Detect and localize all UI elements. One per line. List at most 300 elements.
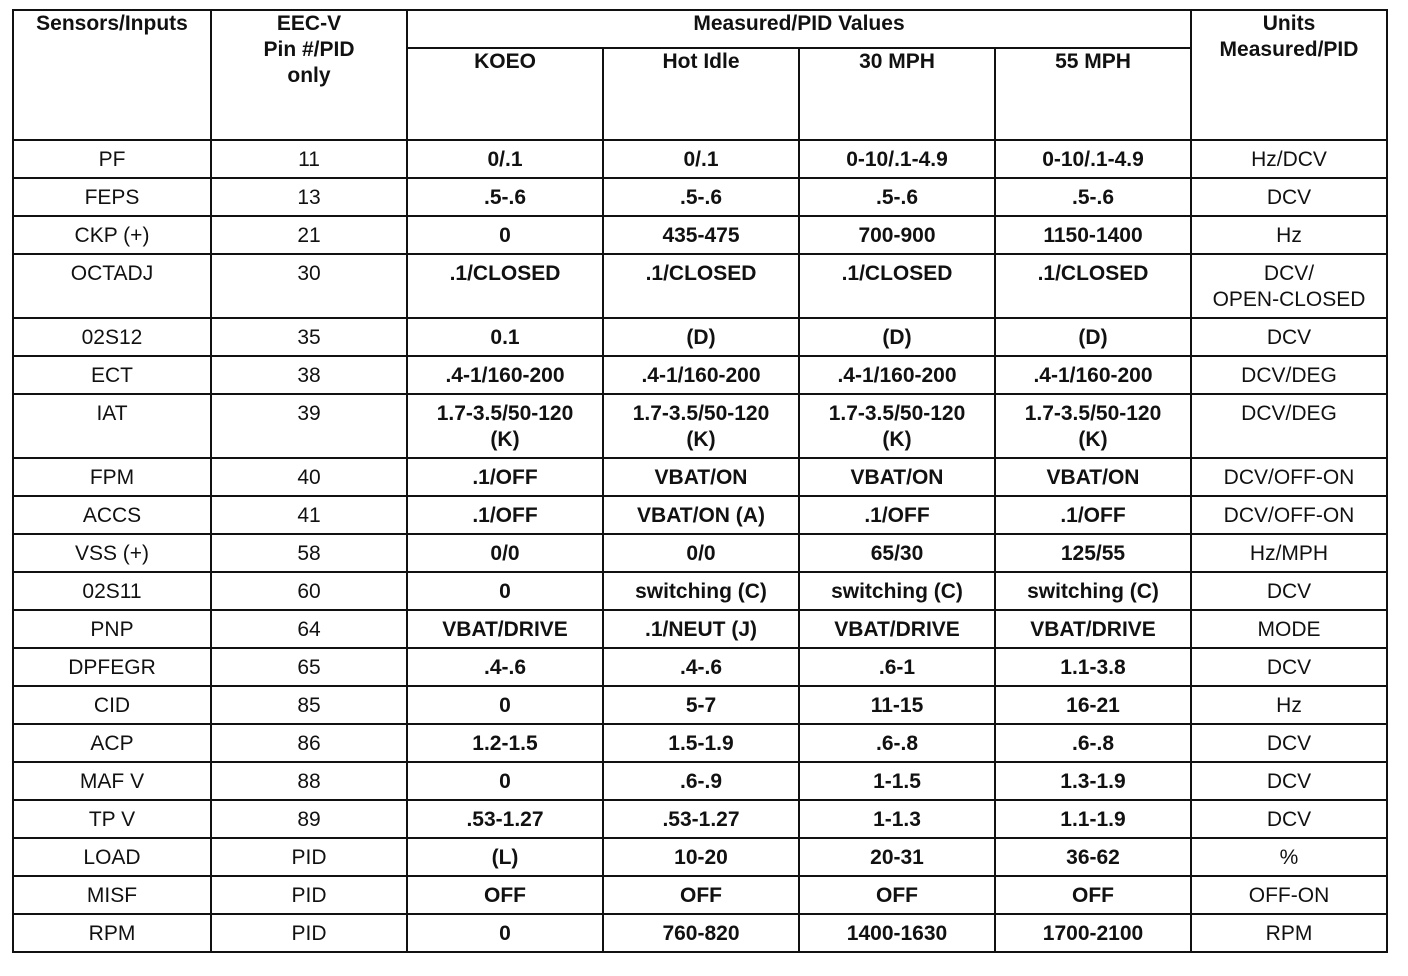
koeo-cell [407,356,603,394]
pin-cell [211,838,407,876]
pin-cell [211,534,407,572]
sensor-cell [13,534,211,572]
koeo-cell-text: 0 [499,224,511,247]
units-cell-text: Hz/MPH [1249,542,1329,565]
sensor-cell-text: MISF [86,884,138,907]
header-pin-line1: EEC-V [276,12,342,35]
mph55-cell [995,610,1191,648]
mph30-cell-text: .1/CLOSED [841,262,953,285]
mph55-cell-text: .1/CLOSED [1037,262,1149,285]
units-cell-text: DCV [1266,186,1312,209]
mph30-cell-text: OFF [876,884,918,907]
hot-idle-cell [603,572,799,610]
mph55-cell [995,838,1191,876]
units-cell-text: Hz/DCV [1251,148,1327,171]
mph30-cell-text: .6-.8 [875,732,919,755]
table-row [13,496,1387,534]
pin-cell [211,914,407,952]
koeo-cell [407,178,603,216]
hot-idle-cell [603,394,799,458]
sensor-cell-text: MAF V [79,770,145,793]
mph55-cell [995,140,1191,178]
hot-idle-cell [603,140,799,178]
hot-idle-cell [603,216,799,254]
units-cell [1191,648,1387,686]
pin-cell-text: 39 [297,402,321,425]
pin-cell-text: 41 [297,504,321,527]
sensor-cell [13,762,211,800]
units-cell-text: DCV [1266,770,1312,793]
table-row [13,216,1387,254]
units-cell-text: RPM [1265,922,1313,945]
table-row [13,394,1387,458]
hot-idle-cell-text: .1/NEUT (J) [644,618,757,641]
sensor-cell [13,254,211,318]
pin-cell-text: 85 [297,694,321,717]
koeo-cell-text-line2: (K) [490,428,520,451]
koeo-cell [407,496,603,534]
sensor-cell-text: 02S12 [81,326,143,349]
table-row [13,572,1387,610]
units-cell [1191,572,1387,610]
mph55-cell-text: 16-21 [1066,694,1120,717]
hot-idle-cell-text: 0/0 [686,542,716,565]
mph55-cell-text: .5-.6 [1071,186,1115,209]
mph30-cell [799,496,995,534]
mph55-cell-text: 1.7-3.5/50-120 [1024,402,1162,425]
hot-idle-cell-text: 1.5-1.9 [668,732,734,755]
header-units-line2: Measured/PID [1219,38,1359,61]
units-cell-text: DCV/ [1263,262,1315,285]
hot-idle-cell-text: (D) [686,326,716,349]
header-sensors: Sensors/Inputs [13,10,211,140]
pin-cell-text: 86 [297,732,321,755]
pin-cell-text: 64 [297,618,321,641]
sensor-cell [13,140,211,178]
pin-cell [211,458,407,496]
units-cell-text: DCV/DEG [1241,364,1337,387]
units-cell [1191,838,1387,876]
sensor-cell [13,458,211,496]
sensor-cell [13,648,211,686]
pin-cell [211,876,407,914]
koeo-cell [407,914,603,952]
pin-cell-text: PID [291,922,327,945]
table-row [13,610,1387,648]
mph30-cell-text: 700-900 [858,224,936,247]
pin-cell-text: 88 [297,770,321,793]
mph30-cell [799,724,995,762]
hot-idle-cell-text: .4-1/160-200 [641,364,761,387]
mph30-cell [799,838,995,876]
sensor-cell [13,876,211,914]
hot-idle-cell [603,876,799,914]
sensor-cell-text: TP V [88,808,136,831]
mph30-cell [799,178,995,216]
koeo-cell-text: 0 [499,580,511,603]
sensor-cell [13,914,211,952]
table-row [13,914,1387,952]
hot-idle-cell [603,178,799,216]
mph55-cell [995,318,1191,356]
header-units [1191,10,1387,140]
mph30-cell-text: VBAT/DRIVE [834,618,960,641]
hot-idle-cell [603,686,799,724]
koeo-cell [407,762,603,800]
hot-idle-cell-text: 435-475 [662,224,740,247]
table-row [13,838,1387,876]
mph55-cell-text: 0-10/.1-4.9 [1042,148,1144,171]
mph30-cell [799,648,995,686]
mph30-cell-text: .6-1 [878,656,916,679]
mph55-cell [995,914,1191,952]
table-row [13,458,1387,496]
koeo-cell-text: .5-.6 [483,186,527,209]
units-cell-text-line2: OPEN-CLOSED [1212,288,1366,311]
mph55-cell-text-line2: (K) [1078,428,1108,451]
units-cell [1191,318,1387,356]
pin-cell-text: PID [291,846,327,869]
mph30-cell-text: switching (C) [831,580,963,603]
mph55-cell-text: 125/55 [1060,542,1126,565]
units-cell [1191,800,1387,838]
koeo-cell-text: 0/.1 [487,148,523,171]
pin-cell [211,394,407,458]
sensor-cell-text: ECT [91,364,133,387]
units-cell [1191,216,1387,254]
units-cell-text: DCV/DEG [1241,402,1337,425]
units-cell [1191,394,1387,458]
hot-idle-cell-text: 0/.1 [683,148,719,171]
header-30-mph: 30 MPH [799,48,995,140]
mph30-cell [799,216,995,254]
table-row [13,686,1387,724]
hot-idle-cell [603,534,799,572]
hot-idle-cell [603,838,799,876]
mph30-cell-text: 65/30 [870,542,924,565]
mph55-cell-text: VBAT/ON [1046,466,1140,489]
mph55-cell [995,458,1191,496]
sensor-cell [13,610,211,648]
mph55-cell [995,216,1191,254]
mph30-cell [799,610,995,648]
mph30-cell-text: 1.7-3.5/50-120 [828,402,966,425]
units-cell-text: OFF-ON [1248,884,1330,907]
pin-cell-text: 21 [297,224,321,247]
hot-idle-cell-text: 760-820 [662,922,740,945]
hot-idle-cell-text: 5-7 [685,694,717,717]
pin-cell-text: 65 [297,656,321,679]
table-body [13,140,1387,952]
sensor-cell [13,496,211,534]
sensor-cell-text: PF [98,148,126,171]
hot-idle-cell [603,356,799,394]
koeo-cell-text: .1/OFF [472,504,538,527]
units-cell-text: DCV/OFF-ON [1223,466,1355,489]
sensor-cell [13,356,211,394]
sensor-cell-text: FPM [89,466,135,489]
mph30-cell-text: 1400-1630 [846,922,948,945]
mph55-cell-text: .4-1/160-200 [1033,364,1153,387]
table-row [13,534,1387,572]
sensor-cell [13,178,211,216]
header-koeo: KOEO [407,48,603,140]
hot-idle-cell [603,914,799,952]
koeo-cell [407,254,603,318]
koeo-cell [407,838,603,876]
mph30-cell [799,572,995,610]
mph30-cell-text: VBAT/ON [850,466,944,489]
hot-idle-cell-text: 1.7-3.5/50-120 [632,402,770,425]
units-cell [1191,610,1387,648]
koeo-cell [407,610,603,648]
mph55-cell [995,762,1191,800]
pin-cell [211,140,407,178]
mph30-cell-text: 1-1.5 [873,770,921,793]
pin-cell-text: 30 [297,262,321,285]
pin-cell-text: 35 [297,326,321,349]
sensor-cell [13,724,211,762]
header-55-mph: 55 MPH [995,48,1191,140]
mph30-cell [799,394,995,458]
mph55-cell-text: 36-62 [1066,846,1120,869]
koeo-cell-text: 0.1 [490,326,520,349]
koeo-cell-text: 0 [499,694,511,717]
mph55-cell-text: 1700-2100 [1042,922,1144,945]
pin-cell [211,724,407,762]
units-cell [1191,724,1387,762]
sensor-cell-text: CKP (+) [74,224,150,247]
table-row [13,356,1387,394]
sensor-cell-text: RPM [88,922,136,945]
table-row [13,140,1387,178]
sensor-cell [13,686,211,724]
table-row [13,254,1387,318]
koeo-cell-text: VBAT/DRIVE [442,618,568,641]
hot-idle-cell [603,610,799,648]
mph55-cell [995,800,1191,838]
hot-idle-cell [603,724,799,762]
hot-idle-cell-text: .53-1.27 [662,808,740,831]
pin-cell-text: 60 [297,580,321,603]
mph55-cell-text: switching (C) [1027,580,1159,603]
mph30-cell [799,534,995,572]
mph55-cell [995,496,1191,534]
koeo-cell [407,686,603,724]
pin-cell-text: 58 [297,542,321,565]
units-cell [1191,458,1387,496]
units-cell [1191,876,1387,914]
hot-idle-cell-text: OFF [680,884,722,907]
pin-cell [211,572,407,610]
koeo-cell [407,800,603,838]
units-cell [1191,356,1387,394]
sensor-cell-text: CID [93,694,131,717]
koeo-cell-text: 0 [499,922,511,945]
units-cell-text: DCV [1266,732,1312,755]
sensor-cell-text: OCTADJ [70,262,154,285]
koeo-cell-text: OFF [484,884,526,907]
table-row [13,762,1387,800]
mph55-cell [995,572,1191,610]
sensor-cell-text: FEPS [84,186,140,209]
mph55-cell [995,394,1191,458]
table-row [13,876,1387,914]
hot-idle-cell-text: 10-20 [674,846,728,869]
hot-idle-cell [603,800,799,838]
sensor-cell [13,572,211,610]
units-cell-text: DCV [1266,580,1312,603]
mph30-cell [799,800,995,838]
mph55-cell-text: .1/OFF [1060,504,1126,527]
koeo-cell-text: 1.2-1.5 [472,732,538,755]
units-cell [1191,496,1387,534]
sensor-cell [13,800,211,838]
units-cell [1191,534,1387,572]
hot-idle-cell [603,254,799,318]
mph30-cell [799,762,995,800]
koeo-cell-text: 0 [499,770,511,793]
sensor-cell-text: VSS (+) [74,542,150,565]
koeo-cell-text: .1/OFF [472,466,538,489]
koeo-cell-text: .4-1/160-200 [445,364,565,387]
koeo-cell [407,318,603,356]
units-cell-text: Hz [1276,224,1302,247]
header-hot-idle: Hot Idle [603,48,799,140]
mph30-cell-text: .5-.6 [875,186,919,209]
pin-cell [211,356,407,394]
mph55-cell [995,178,1191,216]
pin-cell [211,254,407,318]
koeo-cell [407,648,603,686]
mph55-cell-text: 1.1-3.8 [1060,656,1126,679]
units-cell-text: DCV/OFF-ON [1223,504,1355,527]
units-cell-text: % [1279,846,1299,869]
mph30-cell-text: 1-1.3 [873,808,921,831]
mph30-cell [799,318,995,356]
header-pin-line2: Pin #/PID [263,38,355,61]
koeo-cell-text: .1/CLOSED [449,262,561,285]
header-pin [211,10,407,140]
table-row [13,800,1387,838]
mph30-cell-text: .4-1/160-200 [837,364,957,387]
mph30-cell [799,254,995,318]
pin-cell [211,318,407,356]
mph30-cell-text: 0-10/.1-4.9 [846,148,948,171]
units-cell [1191,762,1387,800]
sensor-cell-text: PNP [90,618,134,641]
koeo-cell [407,140,603,178]
mph55-cell-text: (D) [1078,326,1108,349]
pin-cell-text: 89 [297,808,321,831]
koeo-cell-text: .53-1.27 [466,808,544,831]
koeo-cell [407,394,603,458]
units-cell [1191,686,1387,724]
header-pin-line3: only [287,64,331,87]
koeo-cell-text: (L) [491,846,519,869]
header-measured-group: Measured/PID Values [407,10,1191,48]
mph30-cell-text: (D) [882,326,912,349]
mph55-cell-text: VBAT/DRIVE [1030,618,1156,641]
mph30-cell [799,458,995,496]
units-cell-text: DCV [1266,326,1312,349]
spec-table-wrapper [12,9,1388,953]
sensor-cell [13,318,211,356]
koeo-cell-text: 0/0 [490,542,520,565]
mph30-cell [799,140,995,178]
koeo-cell-text: 1.7-3.5/50-120 [436,402,574,425]
koeo-cell [407,876,603,914]
mph55-cell-text: .6-.8 [1071,732,1115,755]
units-cell-text: Hz [1276,694,1302,717]
pin-cell [211,648,407,686]
hot-idle-cell-text: VBAT/ON (A) [637,504,765,527]
pin-cell [211,216,407,254]
hot-idle-cell-text: .1/CLOSED [645,262,757,285]
table-row [13,648,1387,686]
mph30-cell [799,356,995,394]
pin-cell [211,178,407,216]
sensor-cell [13,838,211,876]
pin-cell-text: 13 [297,186,321,209]
pin-cell-text: PID [291,884,327,907]
mph30-cell-text: 11-15 [870,694,924,717]
hot-idle-cell [603,648,799,686]
mph55-cell [995,648,1191,686]
sensor-cell [13,394,211,458]
sensor-cell-text: ACCS [82,504,142,527]
table-header [13,10,1387,140]
koeo-cell [407,534,603,572]
hot-idle-cell-text: .6-.9 [679,770,723,793]
hot-idle-cell-text: .5-.6 [679,186,723,209]
table-row [13,178,1387,216]
mph55-cell [995,534,1191,572]
units-cell-text: DCV [1266,656,1312,679]
sensor-cell-text: LOAD [83,846,141,869]
mph30-cell-text-line2: (K) [882,428,912,451]
mph55-cell [995,254,1191,318]
hot-idle-cell [603,318,799,356]
mph55-cell [995,724,1191,762]
pin-cell [211,496,407,534]
mph30-cell-text: 20-31 [870,846,924,869]
koeo-cell [407,216,603,254]
pin-cell [211,610,407,648]
hot-idle-cell-text: VBAT/ON [654,466,748,489]
mph30-cell-text: .1/OFF [864,504,930,527]
mph55-cell [995,686,1191,724]
mph55-cell-text: 1.1-1.9 [1060,808,1126,831]
sensor-cell-text: IAT [96,402,128,425]
sensor-cell-text: 02S11 [82,580,142,603]
pin-cell-text: 38 [297,364,321,387]
units-cell [1191,178,1387,216]
sensor-cell-text: DPFEGR [68,656,156,679]
mph55-cell [995,356,1191,394]
mph55-cell [995,876,1191,914]
sensor-cell-text: ACP [90,732,134,755]
hot-idle-cell [603,496,799,534]
pin-cell-text: 11 [298,148,320,171]
mph55-cell-text: 1150-1400 [1043,224,1143,247]
hot-idle-cell [603,762,799,800]
mph30-cell [799,686,995,724]
hot-idle-cell-text-line2: (K) [686,428,716,451]
koeo-cell-text: .4-.6 [483,656,527,679]
table-row [13,724,1387,762]
koeo-cell [407,458,603,496]
